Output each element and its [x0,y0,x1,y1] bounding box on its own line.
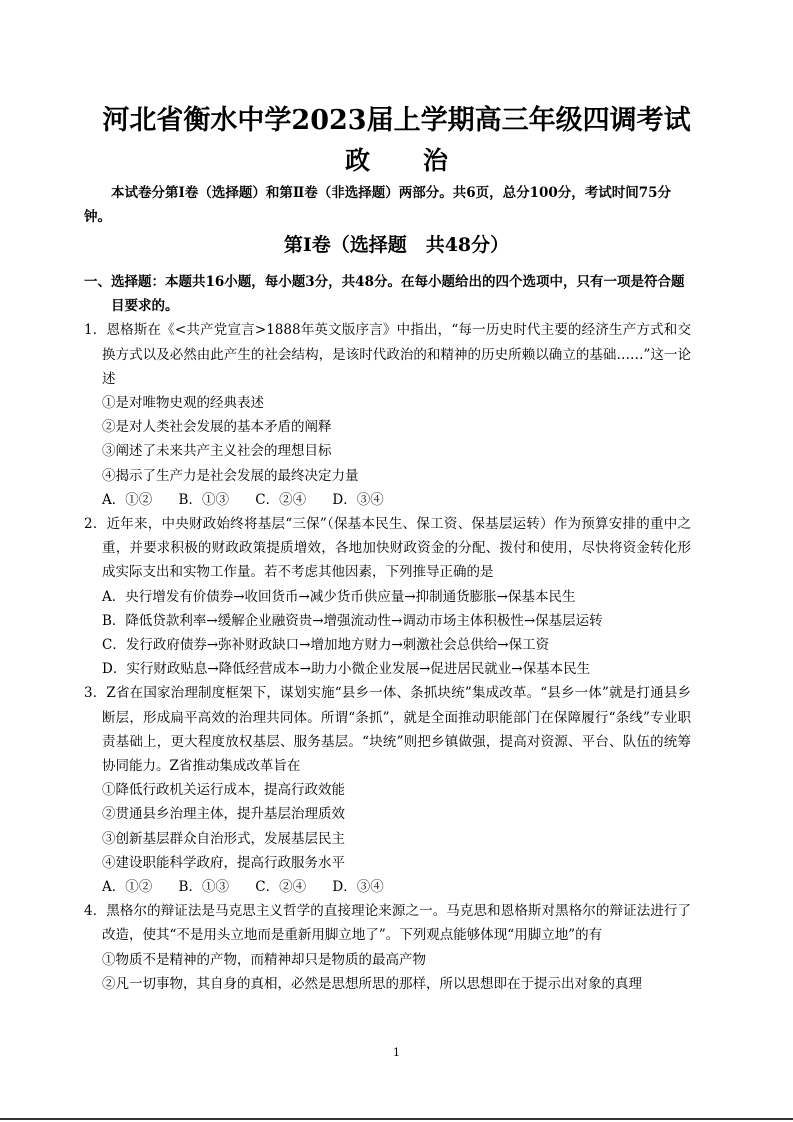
question-1-stem: 1．恩格斯在《<共产党宣言>1888年英文版序言》中指出，“每一历史时代主要的经济生产方式和交换方式以及必然由此产生的社会结构，是该时代政治的和精神的历史所赖以确立的基础……”这一论述 [84,322,691,387]
question-4-stem: 4．黑格尔的辩证法是马克思主义哲学的直接理论来源之一。马克思和恩格斯对黑格尔的辩证法进行了改造，使其“不是用头立地而是重新用脚立地了”。下列观点能够体现“用脚立地”的有 [84,903,691,944]
question-3-statement: ④建设职能科学政府，提高行政服务水平 [102,854,345,871]
section-title: 第Ⅰ卷（选择题 共48分） [283,234,510,256]
question-2-option-c: C．发行政府债券→弥补财政缺口→增加地方财力→刺激社会总供给→保工资 [102,637,550,654]
subject-title [0,141,793,177]
question-2-stem: 2．近年来，中央财政始终将基层“三保”（保基本民生、保工资、保基层运转）作为预算安排的重中之重，并要求积极的财政政策提质增效，各地加快财政资金的分配、拨付和使用，尽快将资金转化形成实际支出和实物工作量。若不考虑其他因素，下列推导正确的是 [84,516,691,581]
section-instruction: 一、选择题：本题共16小题，每小题3分，共48分。在每小题给出的四个选项中，只有一项是符合题目要求的。 [84,274,685,315]
question-3-choices [84,875,691,899]
question-2-option-a: A．央行增发有价债券→收回货币→减少货币供应量→抑制通货膨胀→保基本民生 [102,588,576,605]
question-2-option-d: D．实行财政贴息→降低经营成本→助力小微企业发展→促进居民就业→保基本民生 [102,661,591,678]
question-3-statement: ②贯通县乡治理主体，提升基层治理质效 [102,806,345,823]
choice-a: A．①② [102,879,153,896]
question-3-statement: ①降低行政机关运行成本，提高行政效能 [102,782,345,799]
question-2-option-b: B．降低贷款利率→缓解企业融资贵→增强流动性→调动市场主体积极性→保基层运转 [102,612,603,629]
choice-d: D．③④ [332,879,384,896]
questions-content [84,270,691,996]
question-1-choices [84,488,691,512]
page-bottom-divider [0,1118,793,1120]
exam-title: 河北省衡水中学2023届上学期高三年级四调考试 [102,105,691,136]
choice-d: D．③④ [332,491,384,508]
exam-intro: 本试卷分第Ⅰ卷（选择题）和第Ⅱ卷（非选择题）两部分。共6页，总分100分，考试时间75分钟。 [84,185,672,225]
question-1-statement: ①是对唯物史观的经典表述 [102,395,264,412]
choice-b: B．①③ [178,491,229,508]
question-1-statement: ④揭示了生产力是社会发展的最终决定力量 [102,467,359,484]
question-3-statement: ③创新基层群众自治形式，发展基层民主 [102,830,345,847]
subject-text: 政 治 [345,146,470,175]
choice-a: A．①② [102,491,153,508]
choice-c: C．②④ [255,491,307,508]
choice-b: B．①③ [178,879,229,896]
question-4-statement: ②凡一切事物，其自身的真相，必然是思想所思的那样，所以思想即在于提示出对象的真理 [102,975,642,992]
page-number: 1 [393,1046,400,1059]
question-3-stem: 3．Z省在国家治理制度框架下，谋划实施“县乡一体、条抓块统”集成改革。“县乡一体”就是打通县乡断层，形成扁平高效的治理共同体。所谓“条抓”，就是全面推动职能部门在保障履行“条线”专业职责基础上，更大程度放权基层、服务基层。“块统”则把乡镇做强，提高对资源、平台、队伍的统筹协同能力。Z省推动集成改革旨在 [84,685,691,775]
question-1-statement: ③阐述了未来共产主义社会的理想目标 [102,443,332,460]
question-1-statement: ②是对人类社会发展的基本矛盾的阐释 [102,419,332,436]
choice-c: C．②④ [255,879,307,896]
question-4-statement: ①物质不是精神的产物，而精神却只是物质的最高产物 [102,951,426,968]
